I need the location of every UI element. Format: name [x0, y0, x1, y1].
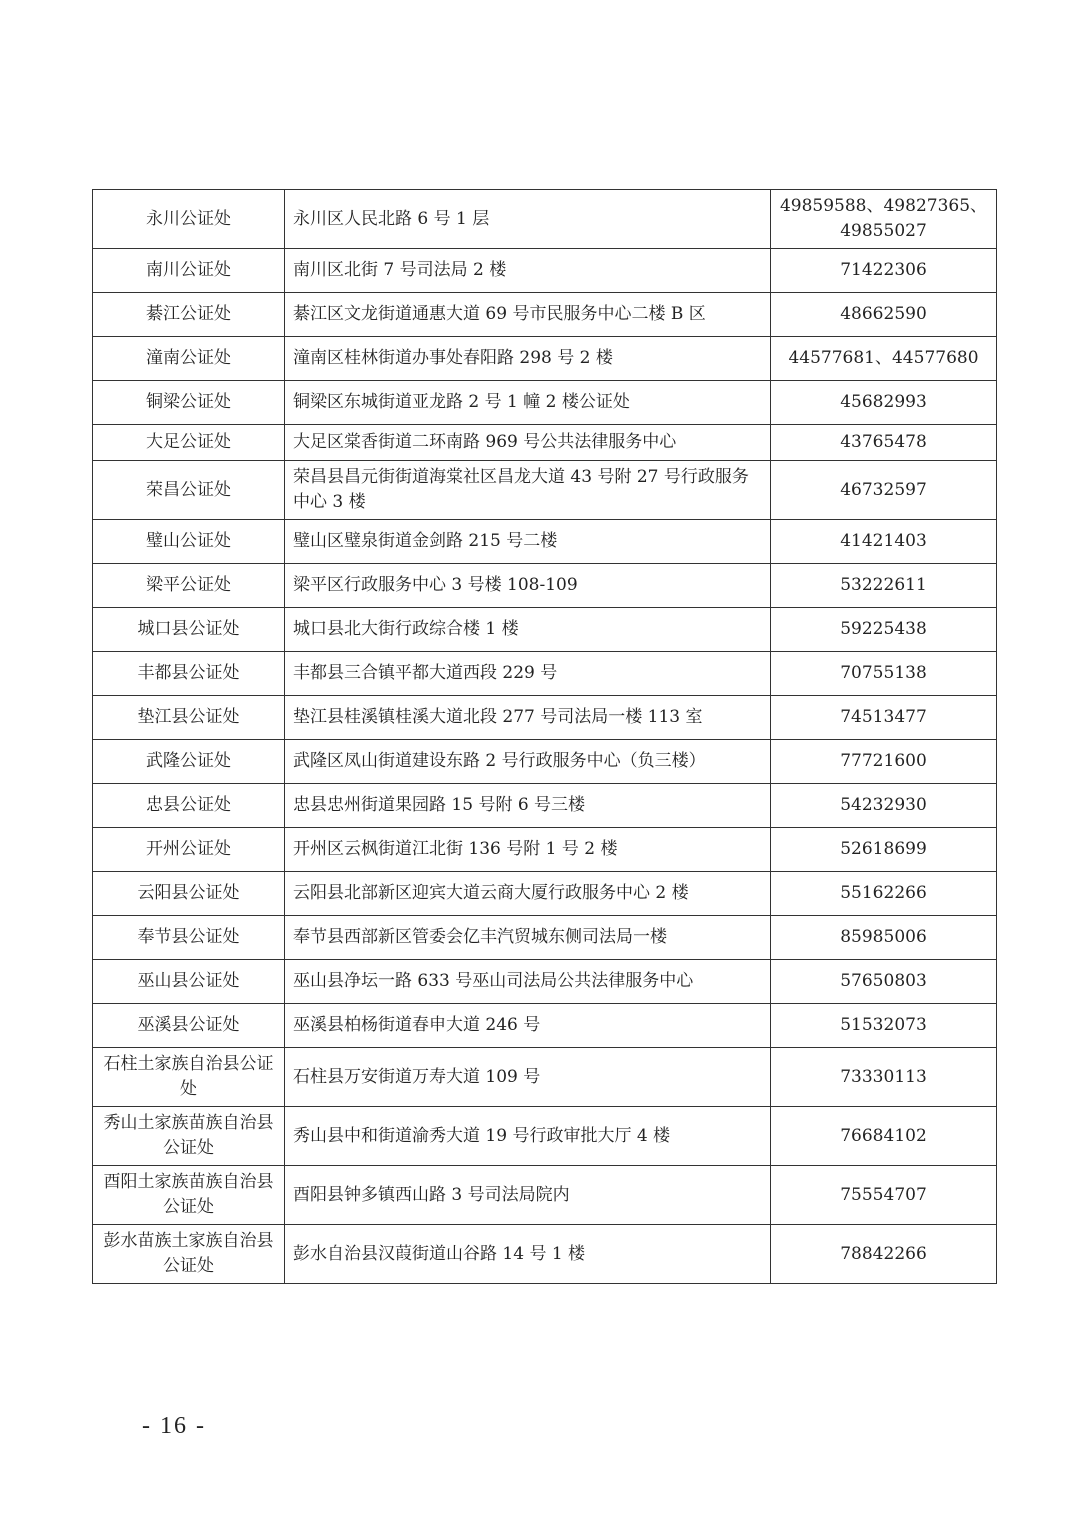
- office-address: 荣昌县昌元街街道海棠社区昌龙大道 43 号附 27 号行政服务中心 3 楼: [285, 461, 771, 520]
- office-address: 石柱县万安街道万寿大道 109 号: [285, 1048, 771, 1107]
- table-row: [93, 190, 997, 249]
- office-name: 潼南公证处: [93, 337, 285, 381]
- office-name: 城口县公证处: [93, 608, 285, 652]
- office-phone: 74513477: [771, 696, 997, 740]
- office-address: 奉节县西部新区管委会亿丰汽贸城东侧司法局一楼: [285, 916, 771, 960]
- office-phone: 78842266: [771, 1225, 997, 1284]
- office-name: 大足公证处: [93, 425, 285, 461]
- office-address: 忠县忠州街道果园路 15 号附 6 号三楼: [285, 784, 771, 828]
- table-row: [93, 784, 997, 828]
- office-address: 潼南区桂林街道办事处春阳路 298 号 2 楼: [285, 337, 771, 381]
- office-name: 垫江县公证处: [93, 696, 285, 740]
- office-name: 丰都县公证处: [93, 652, 285, 696]
- table-row: [93, 425, 997, 461]
- office-name: 忠县公证处: [93, 784, 285, 828]
- office-phone: 76684102: [771, 1107, 997, 1166]
- office-name: 秀山土家族苗族自治县公证处: [93, 1107, 285, 1166]
- office-address: 丰都县三合镇平都大道西段 229 号: [285, 652, 771, 696]
- office-address: 永川区人民北路 6 号 1 层: [285, 190, 771, 249]
- table-row: [93, 652, 997, 696]
- office-name: 綦江公证处: [93, 293, 285, 337]
- office-name: 荣昌公证处: [93, 461, 285, 520]
- office-phone: 73330113: [771, 1048, 997, 1107]
- notary-office-table: [92, 189, 997, 1284]
- table-row: [93, 249, 997, 293]
- office-name: 云阳县公证处: [93, 872, 285, 916]
- office-address: 云阳县北部新区迎宾大道云商大厦行政服务中心 2 楼: [285, 872, 771, 916]
- table-row: [93, 293, 997, 337]
- office-address: 南川区北街 7 号司法局 2 楼: [285, 249, 771, 293]
- office-name: 开州公证处: [93, 828, 285, 872]
- office-address: 巫山县净坛一路 633 号巫山司法局公共法律服务中心: [285, 960, 771, 1004]
- table-row: [93, 461, 997, 520]
- office-phone: 44577681、44577680: [771, 337, 997, 381]
- office-name: 武隆公证处: [93, 740, 285, 784]
- office-phone: 51532073: [771, 1004, 997, 1048]
- office-phone: 70755138: [771, 652, 997, 696]
- office-phone: 46732597: [771, 461, 997, 520]
- office-address: 梁平区行政服务中心 3 号楼 108-109: [285, 564, 771, 608]
- office-address: 垫江县桂溪镇桂溪大道北段 277 号司法局一楼 113 室: [285, 696, 771, 740]
- office-name: 永川公证处: [93, 190, 285, 249]
- office-name: 巫溪县公证处: [93, 1004, 285, 1048]
- office-phone: 55162266: [771, 872, 997, 916]
- office-address: 城口县北大街行政综合楼 1 楼: [285, 608, 771, 652]
- table-row: [93, 1048, 997, 1107]
- office-phone: 57650803: [771, 960, 997, 1004]
- office-address: 綦江区文龙街道通惠大道 69 号市民服务中心二楼 B 区: [285, 293, 771, 337]
- table-row: [93, 337, 997, 381]
- office-phone: 71422306: [771, 249, 997, 293]
- office-address: 大足区棠香街道二环南路 969 号公共法律服务中心: [285, 425, 771, 461]
- office-name: 梁平公证处: [93, 564, 285, 608]
- table-row: [93, 564, 997, 608]
- office-address: 开州区云枫街道江北街 136 号附 1 号 2 楼: [285, 828, 771, 872]
- table-row: [93, 1225, 997, 1284]
- office-phone: 53222611: [771, 564, 997, 608]
- office-phone: 54232930: [771, 784, 997, 828]
- office-phone: 45682993: [771, 381, 997, 425]
- office-name: 南川公证处: [93, 249, 285, 293]
- office-address: 彭水自治县汉葭街道山谷路 14 号 1 楼: [285, 1225, 771, 1284]
- table-row: [93, 1107, 997, 1166]
- table-row: [93, 828, 997, 872]
- table-row: [93, 608, 997, 652]
- office-phone: 59225438: [771, 608, 997, 652]
- office-phone: 77721600: [771, 740, 997, 784]
- page-number: - 16 -: [142, 1413, 206, 1439]
- office-address: 璧山区璧泉街道金剑路 215 号二楼: [285, 520, 771, 564]
- table-row: [93, 381, 997, 425]
- office-address: 酉阳县钟多镇西山路 3 号司法局院内: [285, 1166, 771, 1225]
- table-row: [93, 916, 997, 960]
- office-phone: 85985006: [771, 916, 997, 960]
- office-address: 武隆区凤山街道建设东路 2 号行政服务中心（负三楼）: [285, 740, 771, 784]
- table-row: [93, 960, 997, 1004]
- office-address: 秀山县中和街道渝秀大道 19 号行政审批大厅 4 楼: [285, 1107, 771, 1166]
- office-phone: 48662590: [771, 293, 997, 337]
- office-name: 巫山县公证处: [93, 960, 285, 1004]
- office-phone: 52618699: [771, 828, 997, 872]
- office-phone: 43765478: [771, 425, 997, 461]
- table-row: [93, 740, 997, 784]
- office-phone: 75554707: [771, 1166, 997, 1225]
- office-name: 彭水苗族土家族自治县公证处: [93, 1225, 285, 1284]
- office-address: 铜梁区东城街道亚龙路 2 号 1 幢 2 楼公证处: [285, 381, 771, 425]
- table-row: [93, 696, 997, 740]
- table-row: [93, 1004, 997, 1048]
- table-row: [93, 872, 997, 916]
- table-row: [93, 520, 997, 564]
- table-row: [93, 1166, 997, 1225]
- office-address: 巫溪县柏杨街道春申大道 246 号: [285, 1004, 771, 1048]
- office-name: 石柱土家族自治县公证处: [93, 1048, 285, 1107]
- office-phone: 49859588、49827365、49855027: [771, 190, 997, 249]
- office-name: 酉阳土家族苗族自治县公证处: [93, 1166, 285, 1225]
- office-name: 璧山公证处: [93, 520, 285, 564]
- office-name: 奉节县公证处: [93, 916, 285, 960]
- office-phone: 41421403: [771, 520, 997, 564]
- office-name: 铜梁公证处: [93, 381, 285, 425]
